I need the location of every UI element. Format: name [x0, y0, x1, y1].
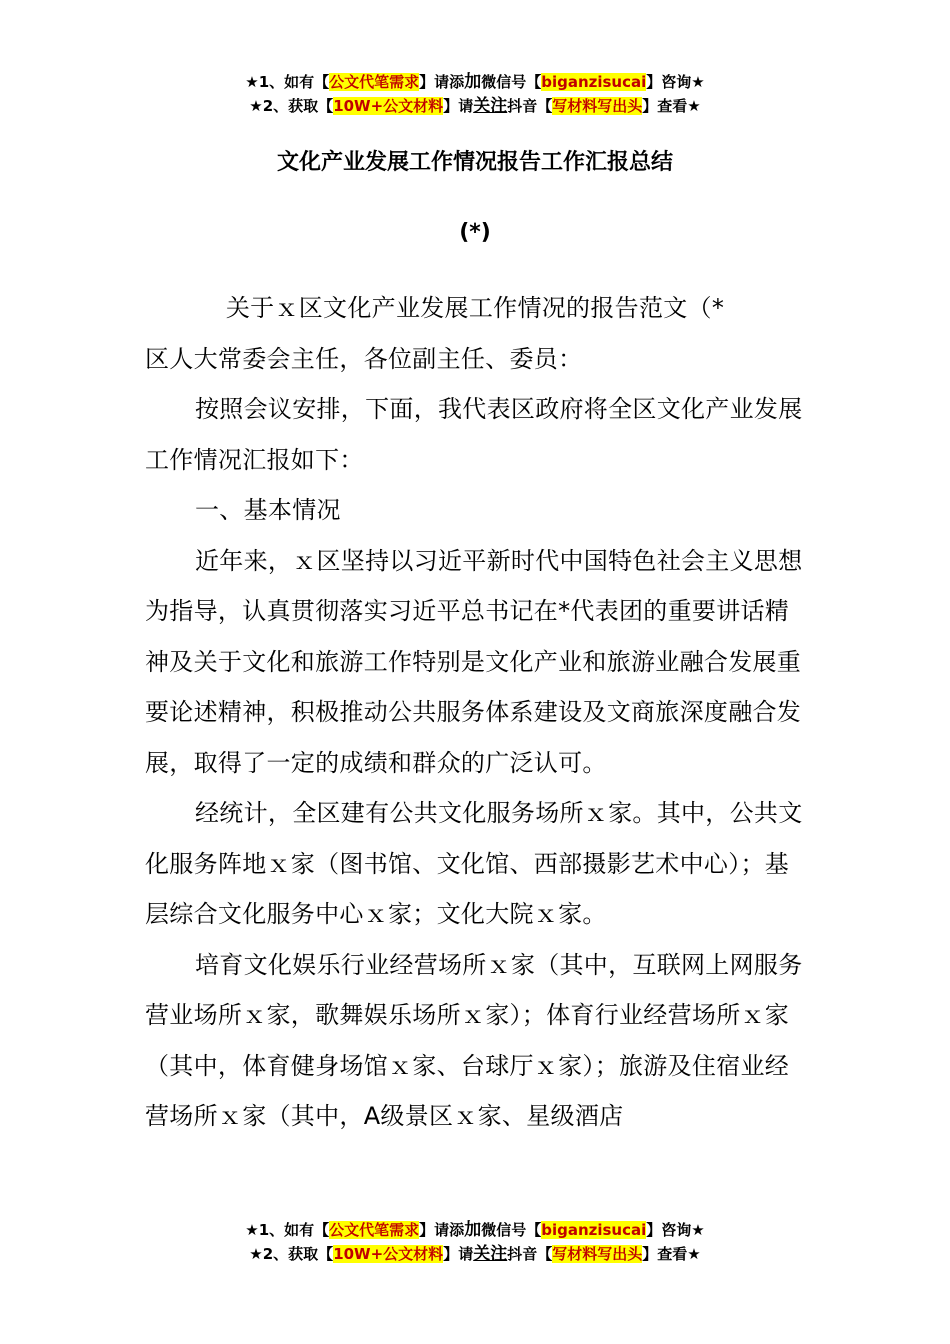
- banner-text: 抖音【: [507, 97, 553, 115]
- salutation: 区人大常委会主任，各位副主任、委员：: [145, 344, 583, 373]
- header-banner: [0, 70, 950, 118]
- banner-highlight: 写材料写出头: [552, 1245, 643, 1263]
- paragraph: 按照会议安排，下面，我代表区政府将全区文化产业发展工作情况汇报如下：: [145, 395, 803, 474]
- footer-banner: [0, 1218, 950, 1266]
- banner-highlight: 公文代笔需求: [329, 1221, 420, 1239]
- banner-text: 加: [464, 1220, 482, 1240]
- banner-text: ★2、获取【: [249, 1245, 334, 1263]
- section-heading: 一、基本情况: [195, 496, 341, 524]
- banner-wechat-id: biganzisucai: [541, 73, 647, 91]
- banner-text: 】请添: [419, 73, 465, 91]
- banner-text: 】请: [443, 1245, 474, 1263]
- paragraph: 近年来，ｘ区坚持以习近平新时代中国特色社会主义思想为指导，认真贯彻落实习近平总书记在*代表团的重要讲话精神及关于文化和旅游工作特别是文化产业和旅游业融合发展重要论述精神，积极推动公共服务体系建设及文商旅深度融合发展，取得了一定的成绩和群众的广泛认可。: [145, 546, 803, 777]
- banner-text: 关注: [473, 1244, 508, 1264]
- banner-line-1: [0, 1218, 950, 1242]
- document-body: [145, 283, 805, 1142]
- banner-text: ★1、如有【: [245, 1221, 330, 1239]
- report-heading: 关于ｘ区文化产业发展工作情况的报告范文（*: [225, 294, 725, 322]
- banner-highlight: 10W+公文材料: [333, 1245, 444, 1263]
- banner-text: ★2、获取【: [249, 97, 334, 115]
- document-title: 文化产业发展工作情况报告工作汇报总结: [276, 150, 673, 175]
- banner-text: 微信号【: [481, 73, 542, 91]
- banner-text: 】咨询★: [646, 73, 705, 91]
- banner-text: 加: [464, 72, 482, 92]
- banner-text: 微信号【: [481, 1221, 542, 1239]
- banner-highlight: 10W+公文材料: [333, 97, 444, 115]
- banner-highlight: 写材料写出头: [552, 97, 643, 115]
- banner-line-1: [0, 70, 950, 94]
- banner-text: 抖音【: [507, 1245, 553, 1263]
- banner-text: 】咨询★: [646, 1221, 705, 1239]
- banner-text: 】请: [443, 97, 474, 115]
- banner-text: 】查看★: [642, 97, 701, 115]
- banner-text: 】查看★: [642, 1245, 701, 1263]
- banner-wechat-id: biganzisucai: [541, 1221, 647, 1239]
- document-subtitle: (*): [459, 220, 491, 245]
- banner-line-2: [0, 1242, 950, 1266]
- banner-text: ★1、如有【: [245, 73, 330, 91]
- banner-text: 】请添: [419, 1221, 465, 1239]
- paragraph: 培育文化娱乐行业经营场所ｘ家（其中，互联网上网服务营业场所ｘ家，歌舞娱乐场所ｘ家）；体育行业经营场所ｘ家（其中，体育健身场馆ｘ家、台球厅ｘ家）；旅游及住宿业经营场所ｘ家（其中，A级景区ｘ家、星级酒店: [145, 950, 803, 1130]
- banner-text: 关注: [473, 96, 508, 116]
- paragraph: 经统计，全区建有公共文化服务场所ｘ家。其中，公共文化服务阵地ｘ家（图书馆、文化馆、西部摄影艺术中心）；基层综合文化服务中心ｘ家；文化大院ｘ家。: [145, 799, 803, 928]
- banner-line-2: [0, 94, 950, 118]
- banner-highlight: 公文代笔需求: [329, 73, 420, 91]
